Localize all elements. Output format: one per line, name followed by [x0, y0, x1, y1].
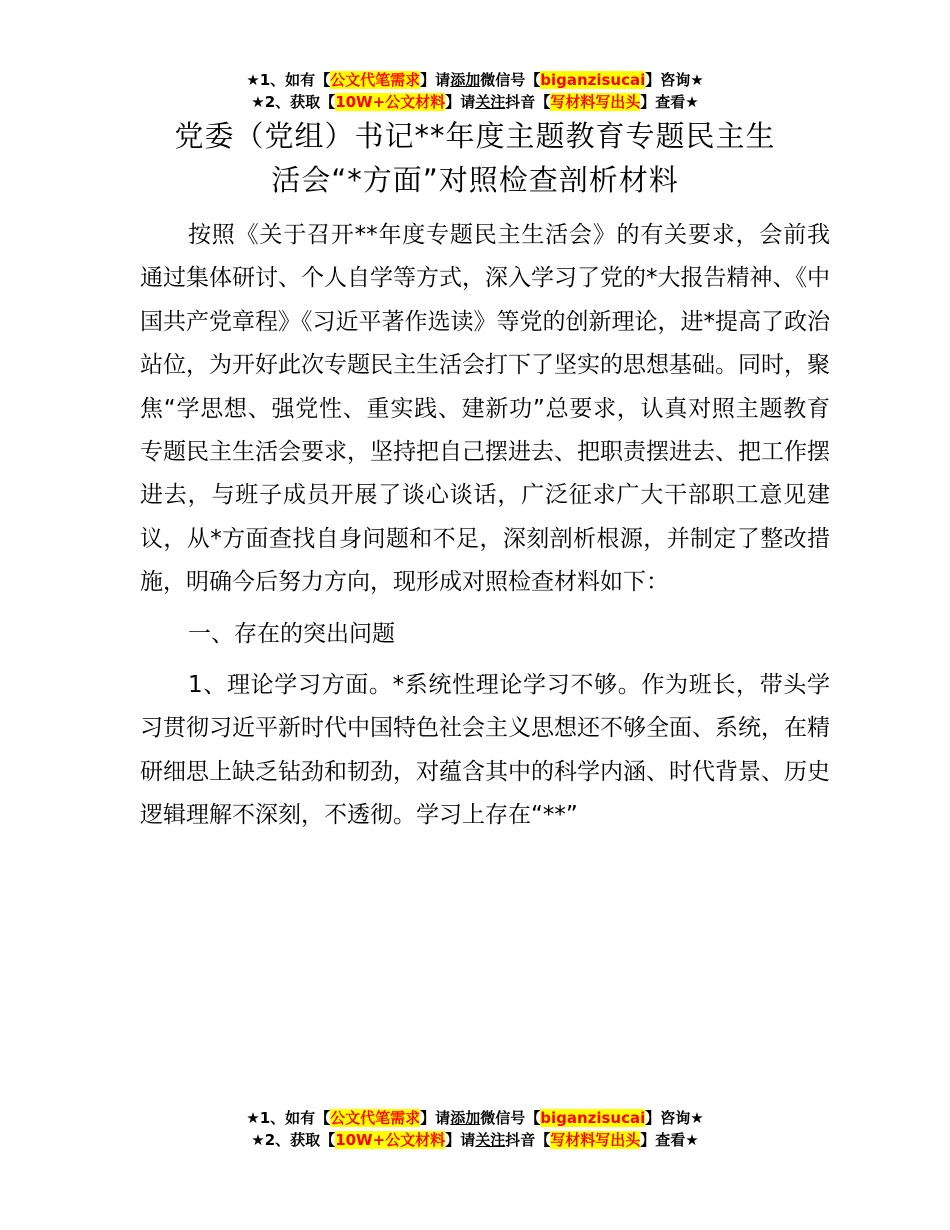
document-title: [0, 114, 950, 202]
intro-paragraph: 按照《关于召开**年度专题民主生活会》的有关要求，会前我通过集体研讨、个人自学等方式，深入学习了党的*大报告精神、《中国共产党章程》《习近平著作选读》等党的创新理论，进*提高了政治站位，为开好此次专题民主生活会打下了坚实的思想基础。同时，聚焦“学思想、强党性、重实践、建新功”总要求，认真对照主题教育专题民主生活会要求，坚持把自己摆进去、把职责摆进去、把工作摆进去，与班子成员开展了谈心谈话，广泛征求广大干部职工意见建议，从*方面查找自身问题和不足，深刻剖析根源，并制定了整改措施，明确今后努力方向，现形成对照检查材料如下：: [140, 222, 830, 596]
promo-line-1: ★1、如有【公文代笔需求】请添加微信号【biganzisucai】咨询★: [246, 1109, 704, 1127]
theory-study-paragraph: 1、理论学习方面。*系统性理论学习不够。作为班长，带头学习贯彻习近平新时代中国特色社会主义思想还不够全面、系统，在精研细思上缺乏钻劲和韧劲，对蕴含其中的科学内涵、时代背景、历史逻辑理解不深刻，不透彻。学习上存在“**”: [140, 672, 830, 829]
highlight-wechat-id: biganzisucai: [540, 71, 646, 89]
highlight-materials: 10W+公文材料: [335, 93, 446, 111]
section-heading: 一、存在的突出问题: [188, 620, 395, 647]
highlight-douyin-account: 写材料写出头: [550, 1131, 641, 1149]
header-promo-banner: [0, 69, 950, 113]
footer-promo-banner: [0, 1107, 950, 1151]
highlight-service: 公文代笔需求: [330, 71, 421, 89]
promo-line-2: ★2、获取【10W+公文材料】请关注抖音【写材料写出头】查看★: [251, 93, 699, 111]
promo-line-1: ★1、如有【公文代笔需求】请添加微信号【biganzisucai】咨询★: [246, 71, 704, 89]
title-line-2: 活会“*方面”对照检查剖析材料: [271, 163, 679, 197]
promo-line-2: ★2、获取【10W+公文材料】请关注抖音【写材料写出头】查看★: [251, 1131, 699, 1149]
highlight-service: 公文代笔需求: [330, 1109, 421, 1127]
highlight-materials: 10W+公文材料: [335, 1131, 446, 1149]
highlight-wechat-id: biganzisucai: [540, 1109, 646, 1127]
document-body: [140, 214, 830, 838]
title-line-1: 党委（党组）书记**年度主题教育专题民主生: [174, 119, 776, 153]
highlight-douyin-account: 写材料写出头: [550, 93, 641, 111]
